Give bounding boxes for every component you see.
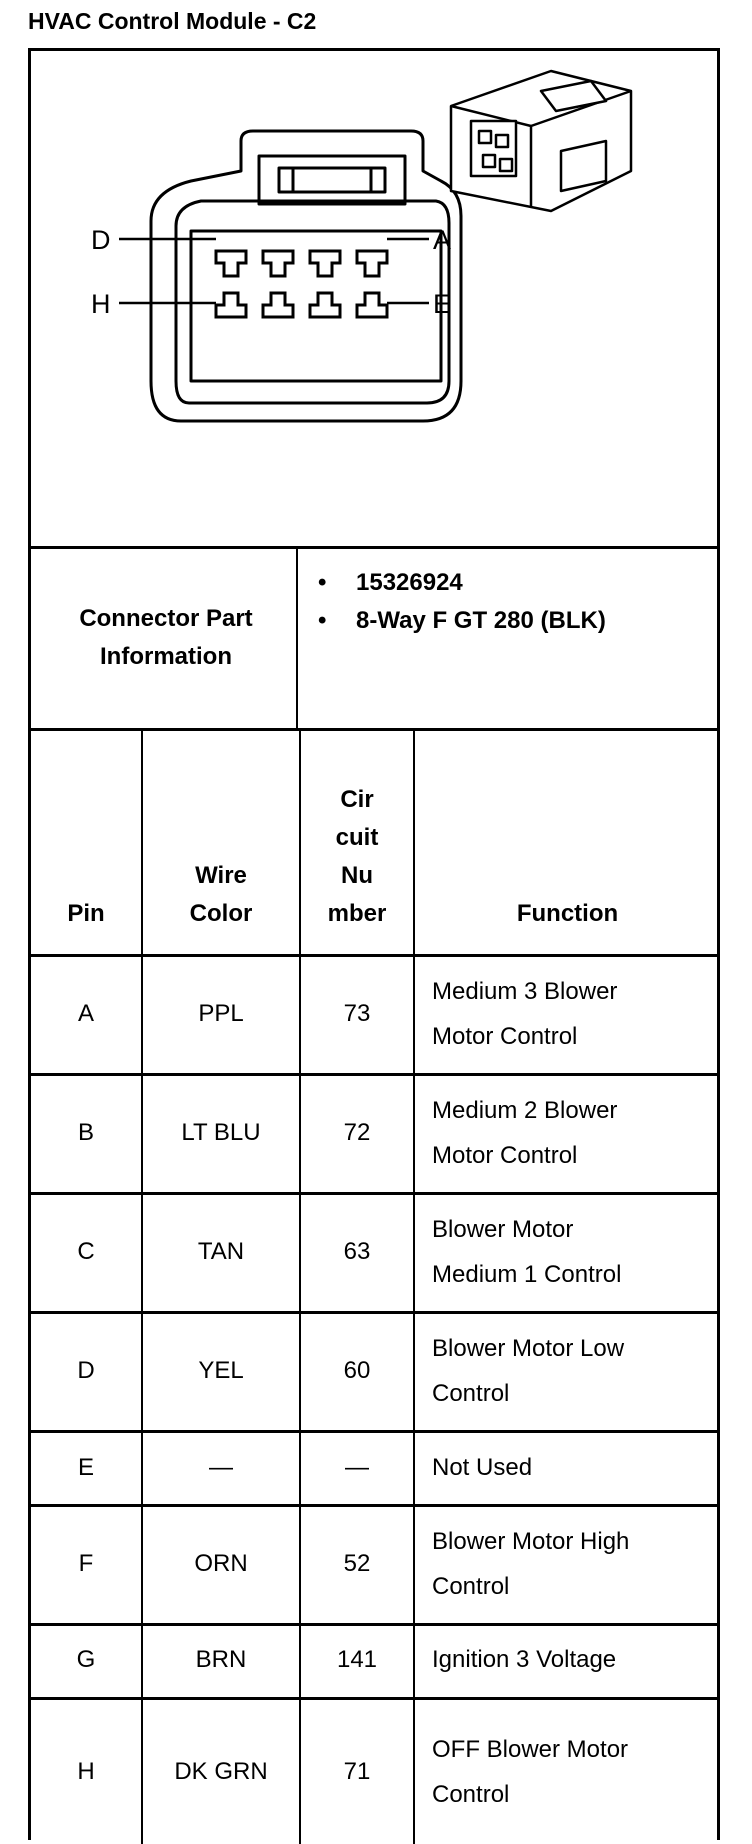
cell-wire: BRN [195, 1646, 247, 1673]
function-line: OFF Blower Motor [432, 1736, 629, 1763]
header-line: cuit [335, 824, 379, 851]
divider [28, 1192, 720, 1195]
function-line: Motor Control [432, 1142, 578, 1169]
cell-circuit: 73 [343, 1000, 371, 1027]
cell-wire: ORN [194, 1550, 248, 1577]
function-line: Medium 1 Control [432, 1261, 622, 1288]
pin-label-e: E [433, 289, 452, 319]
pin-cavity [357, 293, 387, 317]
function-line: Motor Control [432, 1023, 578, 1050]
pin-cavity [263, 251, 293, 276]
divider [28, 1311, 720, 1314]
cell-circuit: 141 [336, 1646, 378, 1673]
divider [28, 1504, 720, 1507]
pin-label-d: D [91, 225, 111, 255]
divider [28, 1623, 720, 1626]
cell-function [432, 969, 712, 1059]
page-title: HVAC Control Module - C2 [28, 8, 317, 34]
cell-pin: E [77, 1454, 94, 1481]
pin-cavity [310, 293, 340, 317]
divider [28, 1430, 720, 1433]
cell-wire: TAN [197, 1238, 245, 1265]
divider [28, 954, 720, 957]
connector-latch [259, 156, 405, 204]
cell-pin: C [77, 1238, 95, 1265]
function-line: Blower Motor Low [432, 1335, 625, 1362]
connector-part-info-list [318, 564, 606, 640]
part-number: 15326924 [356, 569, 463, 596]
list-item: • 8-Way F GT 280 (BLK) [318, 607, 606, 634]
label-line: Information [100, 643, 232, 670]
cell-wire: — [209, 1454, 233, 1481]
cell-function [432, 1088, 712, 1178]
pin-label-a: A [433, 225, 452, 255]
cell-pin: H [77, 1758, 95, 1785]
cell-function [432, 1727, 712, 1817]
connector-housing [151, 131, 461, 421]
function-line: Ignition 3 Voltage [432, 1646, 617, 1673]
header-line: Nu [341, 862, 373, 889]
pin-cavity [216, 251, 246, 276]
function-line: Blower Motor [432, 1216, 574, 1243]
cell-wire: PPL [198, 1000, 244, 1027]
header-circuit-number [301, 781, 413, 933]
list-item: • 15326924 [318, 569, 463, 596]
divider [28, 1697, 720, 1700]
cell-function [432, 1445, 712, 1490]
connector-thumbnail [451, 71, 631, 211]
connector-description: 8-Way F GT 280 (BLK) [356, 607, 606, 634]
function-line: Medium 3 Blower [432, 978, 618, 1005]
pin-label-h: H [91, 289, 111, 319]
cell-circuit: 60 [343, 1357, 371, 1384]
cell-pin: A [77, 1000, 94, 1027]
header-line: mber [327, 900, 387, 927]
divider [28, 1073, 720, 1076]
connector-part-info-label [31, 600, 301, 676]
pin-cavity [357, 251, 387, 276]
cell-pin: B [77, 1119, 94, 1146]
cell-wire: LT BLU [181, 1119, 261, 1146]
cell-wire: DK GRN [174, 1758, 268, 1785]
function-line: Control [432, 1380, 510, 1407]
cell-function [432, 1326, 712, 1416]
divider [28, 728, 720, 731]
cell-wire: YEL [198, 1357, 244, 1384]
header-line: Wire [195, 862, 247, 889]
function-line: Medium 2 Blower [432, 1097, 618, 1124]
pin-cavity [310, 251, 340, 276]
cell-circuit: 71 [343, 1758, 371, 1785]
function-line: Blower Motor High [432, 1528, 630, 1555]
header-wire-color [143, 857, 299, 933]
cell-circuit: 63 [343, 1238, 371, 1265]
cell-function [432, 1207, 712, 1297]
cell-pin: D [77, 1357, 95, 1384]
label-line: Connector Part [79, 605, 253, 632]
pin-cavity [263, 293, 293, 317]
connector-diagram [31, 51, 717, 547]
cell-function [432, 1637, 712, 1682]
cell-circuit: — [345, 1454, 369, 1481]
header-line: Cir [340, 786, 374, 813]
header-line: Color [189, 900, 253, 927]
function-line: Not Used [432, 1454, 533, 1481]
cell-circuit: 72 [343, 1119, 371, 1146]
cell-pin: G [76, 1646, 96, 1673]
function-line: Control [432, 1781, 510, 1808]
cell-pin: F [78, 1550, 94, 1577]
header-function: Function [516, 900, 619, 927]
header-pin: Pin [67, 900, 105, 927]
cell-function [432, 1519, 712, 1609]
function-line: Control [432, 1573, 510, 1600]
pin-cavity [216, 293, 246, 317]
connector-latch-inner [279, 168, 385, 192]
cell-circuit: 52 [343, 1550, 371, 1577]
